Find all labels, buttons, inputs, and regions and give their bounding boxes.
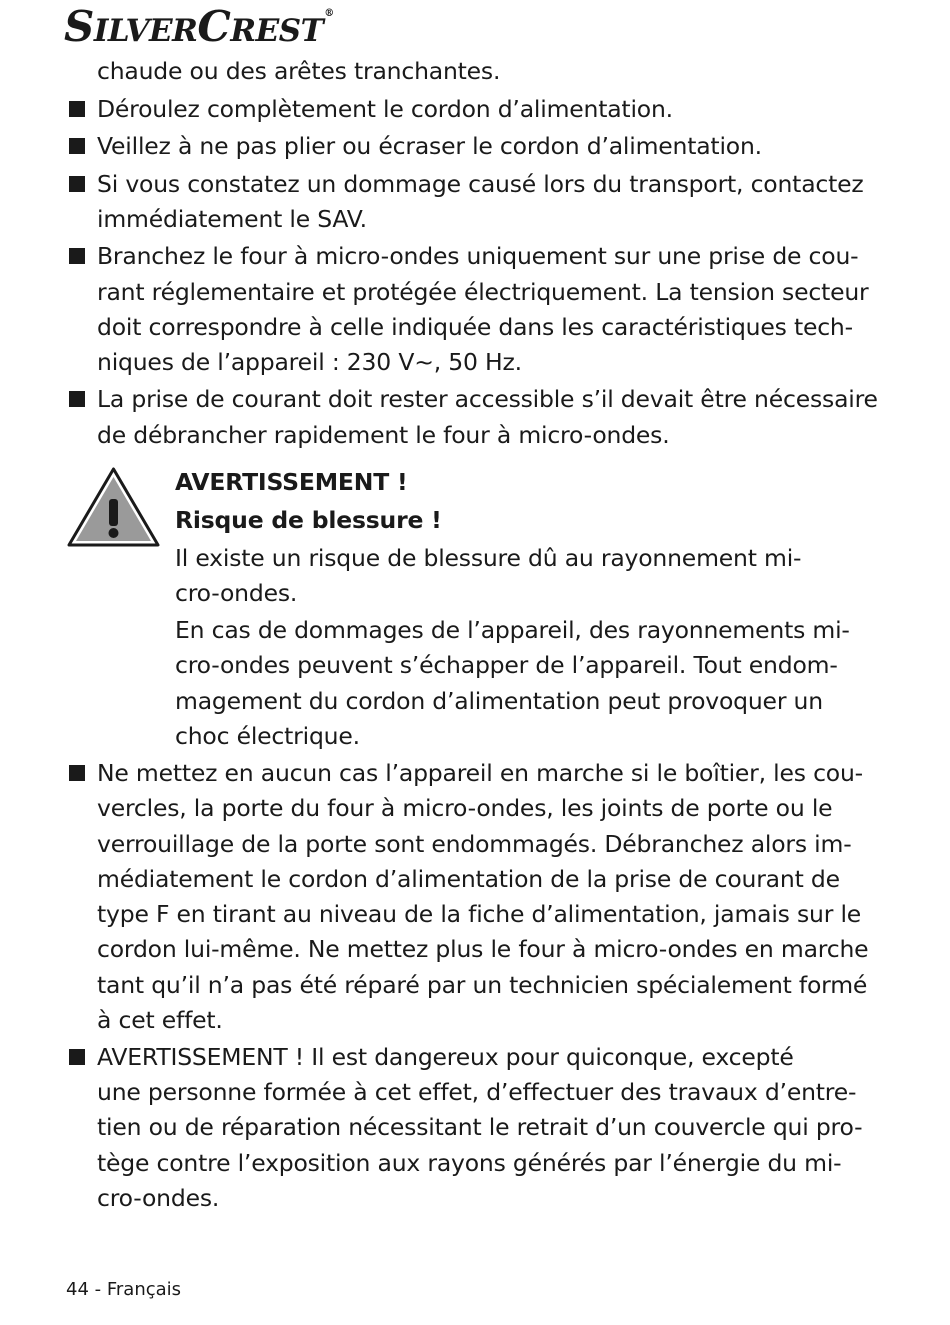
bullet-4-line: rant réglementaire et protégée électriquement. La tension secteur xyxy=(97,278,869,306)
bullet-3-line: Si vous constatez un dommage causé lors du transport, contactez xyxy=(97,170,864,198)
bullet-6-line: type F en tirant au niveau de la fiche d’alimentation, jamais sur le xyxy=(97,900,862,928)
bullet-6-line: tant qu’il n’a pas été réparé par un technicien spécialement formé xyxy=(97,971,868,999)
warning-heading: AVERTISSEMENT ! xyxy=(175,468,408,496)
bullet-7-line: tège contre l’exposition aux rayons générés par l’énergie du mi- xyxy=(97,1149,842,1177)
bullet-4-line: niques de l’appareil : 230 V~, 50 Hz. xyxy=(97,348,522,376)
bullet-marker xyxy=(69,1049,85,1065)
warning-text-line: En cas de dommages de l’appareil, des rayonnements mi- xyxy=(175,616,850,644)
bullet-marker xyxy=(69,176,85,192)
bullet-7-line: une personne formée à cet effet, d’effectuer des travaux d’entre- xyxy=(97,1078,857,1106)
bullet-2-line: Veillez à ne pas plier ou écraser le cordon d’alimentation. xyxy=(97,132,762,160)
bullet-6-line: vercles, la porte du four à micro-ondes, les joints de porte ou le xyxy=(97,794,833,822)
bullet-4-line: Branchez le four à micro-ondes uniquement sur une prise de cou- xyxy=(97,242,859,270)
registered-mark: ® xyxy=(324,8,334,19)
logo-c: C xyxy=(197,2,231,51)
bullet-6-line: cordon lui-même. Ne mettez plus le four à micro-ondes en marche xyxy=(97,935,869,963)
warning-subheading: Risque de blessure ! xyxy=(175,506,442,534)
continuation-text: chaude ou des arêtes tranchantes. xyxy=(97,57,501,85)
warning-triangle-icon xyxy=(66,466,161,548)
bullet-marker xyxy=(69,138,85,154)
bullet-6-line: verrouillage de la porte sont endommagés. Débranchez alors im- xyxy=(97,830,852,858)
warning-text-line: magement du cordon d’alimentation peut provoquer un xyxy=(175,687,823,715)
bullet-3-line: immédiatement le SAV. xyxy=(97,205,367,233)
logo-rest: REST xyxy=(230,13,324,49)
bullet-1-line: Déroulez complètement le cordon d’alimentation. xyxy=(97,95,673,123)
bullet-6-line: Ne mettez en aucun cas l’appareil en marche si le boîtier, les cou- xyxy=(97,759,863,787)
bullet-marker xyxy=(69,248,85,264)
logo-ilver: ILVER xyxy=(93,13,198,49)
logo-s: S xyxy=(64,2,94,51)
bullet-4-line: doit correspondre à celle indiquée dans les caractéristiques tech- xyxy=(97,313,853,341)
warning-text-line: cro-ondes peuvent s’échapper de l’appareil. Tout endom- xyxy=(175,651,838,679)
warning-text-line: Il existe un risque de blessure dû au rayonnement mi- xyxy=(175,544,802,572)
bullet-6-line: médiatement le cordon d’alimentation de la prise de courant de xyxy=(97,865,840,893)
bullet-7-line: cro-ondes. xyxy=(97,1184,220,1212)
bullet-5-line: de débrancher rapidement le four à micro-ondes. xyxy=(97,421,670,449)
page-footer: 44 - Français xyxy=(66,1279,182,1300)
bullet-7-line: AVERTISSEMENT ! Il est dangereux pour quiconque, excepté xyxy=(97,1043,794,1071)
warning-text-line: choc électrique. xyxy=(175,722,360,750)
silvercrest-logo xyxy=(64,2,334,51)
bullet-7-line: tien ou de réparation nécessitant le retrait d’un couvercle qui pro- xyxy=(97,1113,863,1141)
bullet-marker xyxy=(69,391,85,407)
bullet-marker xyxy=(69,765,85,781)
bullet-5-line: La prise de courant doit rester accessible s’il devait être nécessaire xyxy=(97,385,878,413)
warning-text-line: cro-ondes. xyxy=(175,579,298,607)
bullet-6-line: à cet effet. xyxy=(97,1006,223,1034)
bullet-marker xyxy=(69,101,85,117)
